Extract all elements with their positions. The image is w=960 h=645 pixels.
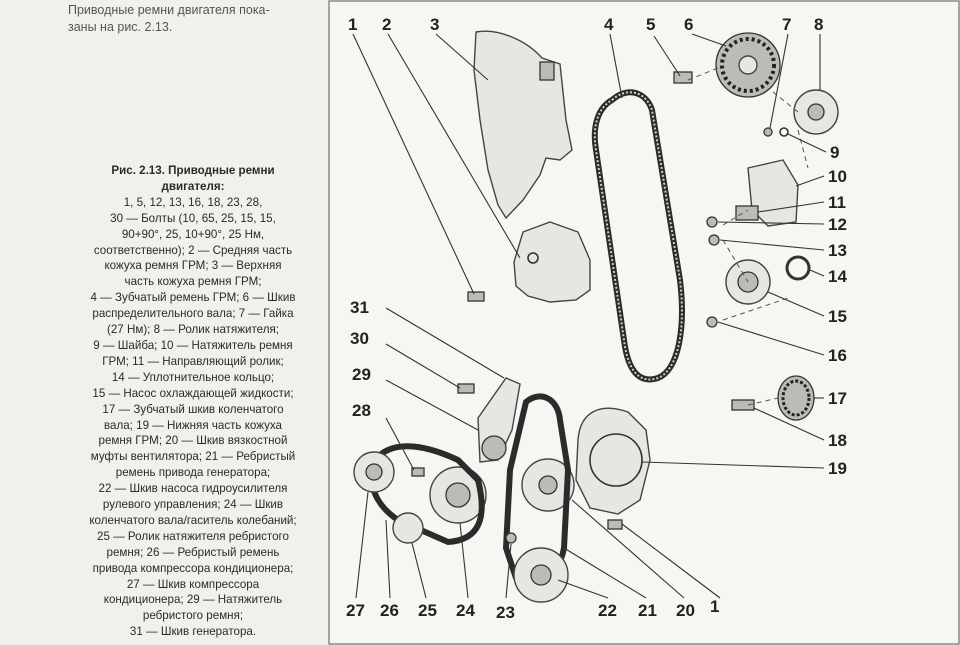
caption-line: коленчатого вала/гаситель колебаний; — [89, 513, 297, 527]
caption-line: кондиционера; 29 — Натяжитель — [103, 593, 283, 607]
callout-2: 2 — [382, 15, 392, 34]
guide-roller — [736, 206, 758, 220]
bolt-icon — [707, 217, 717, 227]
callout-14: 14 — [828, 267, 847, 286]
callout-13: 13 — [828, 241, 847, 260]
callout-12: 12 — [828, 215, 847, 234]
callout-3: 3 — [430, 15, 440, 34]
callout-1: 1 — [348, 15, 358, 34]
figure-caption — [62, 163, 324, 640]
callout-7: 7 — [782, 15, 792, 34]
bolt-icon — [506, 533, 516, 543]
callout-10: 10 — [828, 167, 847, 186]
callout-24: 24 — [456, 601, 475, 620]
bolt-icon — [674, 72, 692, 83]
callout-18: 18 — [828, 431, 847, 450]
sprocket-hub — [739, 56, 757, 74]
callout-4: 4 — [604, 15, 614, 34]
callout-5: 5 — [646, 15, 656, 34]
cover-clip — [540, 62, 554, 80]
intro-line-1: Приводные ремни двигателя пока- — [68, 3, 270, 17]
callout-30: 30 — [350, 329, 369, 348]
caption-line: 25 — Ролик натяжителя ребристого — [97, 529, 289, 543]
bolt-icon — [709, 235, 719, 245]
callout-27: 27 — [346, 601, 365, 620]
intro-line-2: заны на рис. 2.13. — [68, 20, 173, 34]
callout-8: 8 — [814, 15, 824, 34]
washer-icon — [780, 128, 788, 136]
callout-19: 19 — [828, 459, 847, 478]
caption-line: кожуха ремня ГРМ; 3 — Верхняя — [104, 259, 282, 273]
assembly-guide — [688, 68, 808, 405]
pulley-hub — [539, 476, 557, 494]
callout-11: 11 — [828, 193, 846, 212]
caption-line: ребристого ремня; — [142, 609, 244, 623]
upper-timing-cover — [474, 31, 572, 218]
caption-line: 9 — Шайба; 10 — Натяжитель ремня — [93, 338, 293, 352]
caption-title-line-1: Рис. 2.13. Приводные ремни — [111, 164, 275, 177]
caption-line: ГРМ; 11 — Направляющий ролик; — [102, 354, 284, 368]
caption-line: 17 — Зубчатый шкив коленчатого — [102, 402, 284, 416]
timing-belt-teeth — [595, 92, 682, 379]
ribbed-belt-tensioner-roller — [393, 513, 423, 543]
caption-line: вала; 19 — Нижняя часть кожуха — [103, 418, 283, 432]
intro-text — [68, 2, 330, 36]
callout-17: 17 — [828, 389, 847, 408]
caption-line: рулевого управления; 24 — Шкив — [102, 498, 284, 512]
roller-hub — [808, 104, 824, 120]
pulley-hub — [446, 483, 470, 507]
caption-line: часть кожуха ремня ГРМ; — [124, 275, 262, 289]
callout-16: 16 — [828, 346, 847, 365]
callout-25: 25 — [418, 601, 437, 620]
callout-21: 21 — [638, 601, 657, 620]
bolt-icon — [468, 292, 484, 301]
caption-line: муфты вентилятора; 21 — Ребристый — [90, 450, 296, 464]
caption-line: 1, 5, 12, 13, 16, 18, 23, 28, — [123, 195, 263, 209]
diagram-svg — [328, 0, 960, 645]
bolt-icon — [732, 400, 754, 410]
caption-line: 22 — Шкив насоса гидроусилителя — [98, 482, 288, 496]
bolt-icon — [458, 384, 474, 393]
callout-9: 9 — [830, 143, 840, 162]
callout-29: 29 — [352, 365, 371, 384]
pulley-hub — [531, 565, 551, 585]
caption-title-line-2: двигателя: — [161, 179, 225, 193]
belt-drive-diagram — [328, 0, 960, 645]
callout-20: 20 — [676, 601, 695, 620]
caption-line: ремня ГРМ; 20 — Шкив вязкостной — [98, 434, 288, 448]
callout-6: 6 — [684, 15, 694, 34]
nut-icon — [764, 128, 772, 136]
caption-line: распределительного вала; 7 — Гайка — [92, 307, 294, 321]
caption-line: 4 — Зубчатый ремень ГРМ; 6 — Шкив — [90, 291, 296, 305]
leader-lines — [353, 34, 826, 598]
callout-26: 26 — [380, 601, 399, 620]
caption-line: 30 — Болты (10, 65, 25, 15, 15, — [110, 211, 276, 225]
callout-28: 28 — [352, 401, 371, 420]
caption-line: 15 — Насос охлаждающей жидкости; — [92, 386, 294, 400]
bolt-icon — [707, 317, 717, 327]
callout-1-lower: 1 — [710, 597, 720, 616]
middle-timing-cover — [514, 222, 590, 302]
caption-line: соответственно); 2 — Средняя часть — [93, 243, 293, 257]
bolt-icon — [608, 520, 622, 529]
seal-ring — [787, 257, 809, 279]
callout-31: 31 — [350, 298, 369, 317]
caption-line: 31 — Шкив генератора. — [129, 625, 257, 639]
callout-23: 23 — [496, 603, 515, 622]
pulley-hub — [366, 464, 382, 480]
caption-line: 27 — Шкив компрессора — [126, 577, 260, 591]
caption-line: привода компрессора кондиционера; — [92, 561, 294, 575]
caption-line: (27 Нм); 8 — Ролик натяжителя; — [107, 323, 279, 337]
caption-line: ремень привода генератора; — [115, 466, 271, 480]
callout-15: 15 — [828, 307, 847, 326]
caption-line: 14 — Уплотнительное кольцо; — [111, 370, 275, 384]
caption-line: ремня; 26 — Ребристый ремень — [106, 545, 280, 559]
tensioner-pulley — [482, 436, 506, 460]
callout-22: 22 — [598, 601, 617, 620]
lower-timing-cover — [576, 408, 650, 514]
caption-line: 90+90°, 25, 10+90°, 25 Нм, — [121, 227, 265, 241]
